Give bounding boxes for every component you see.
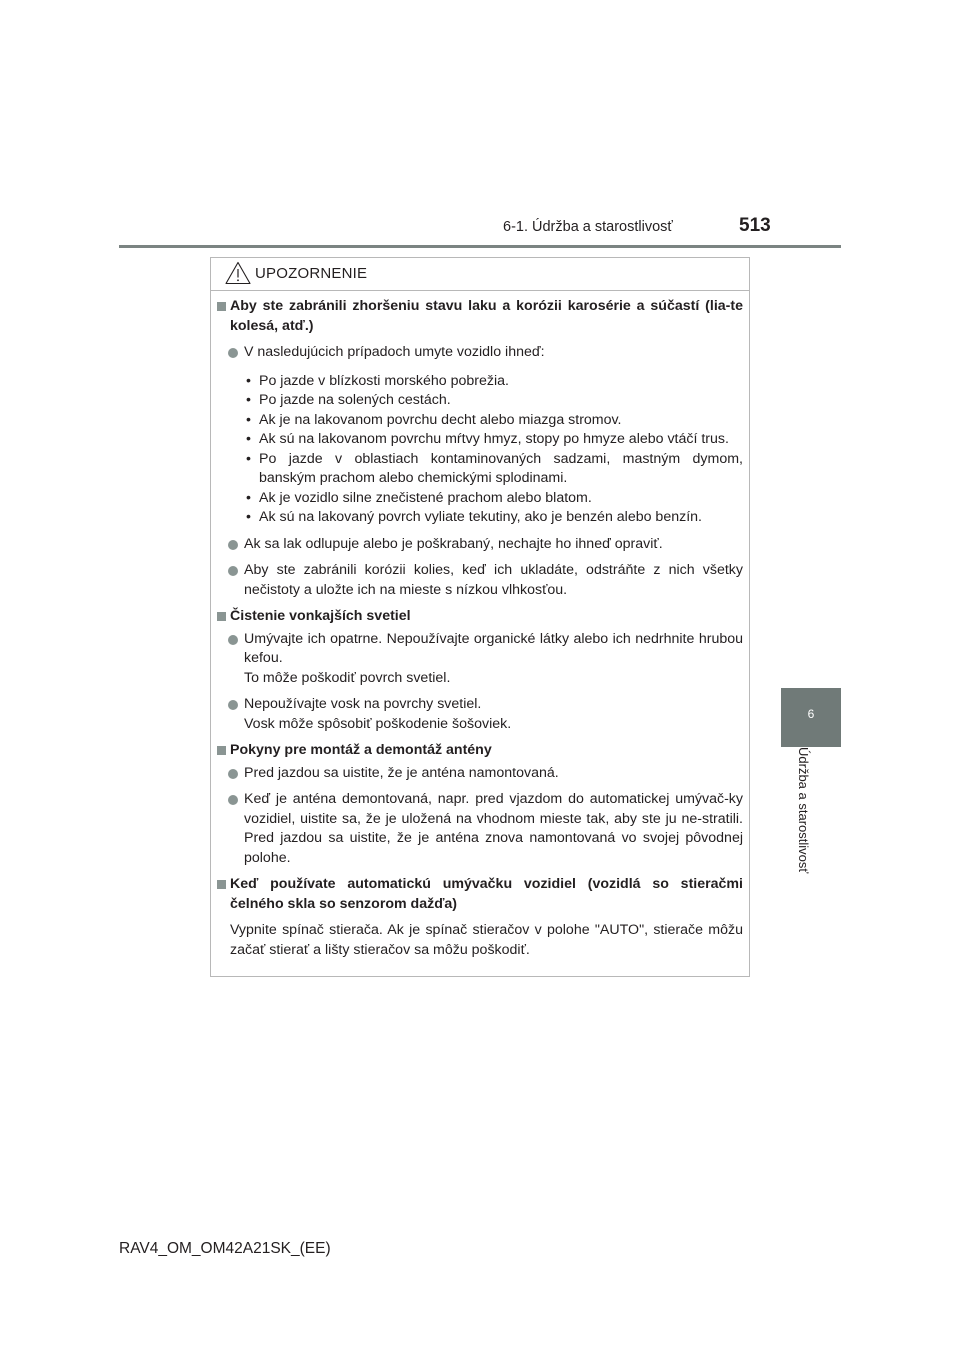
- bullet-dot-icon: [228, 795, 238, 805]
- section-heading-text: Pokyny pre montáž a demontáž antény: [230, 742, 492, 758]
- bullet-text: Ak sa lak odlupuje alebo je poškrabaný, nechajte ho ihneď opraviť.: [244, 535, 663, 552]
- heading-square-icon: [217, 302, 226, 311]
- section-paragraph: [217, 921, 743, 960]
- chapter-side-label: [796, 747, 818, 957]
- bullet-dot-icon: [228, 348, 238, 358]
- sub-list-item: [244, 489, 743, 509]
- bullet-text-continued: To môže poškodiť povrch svetiel.: [244, 669, 451, 686]
- caution-content: [217, 297, 743, 960]
- section-heading-text: Keď používate automatickú umývačku vozidiel (vozidlá so stieračmi čelného skla so senzorom dažďa): [230, 876, 743, 912]
- caution-title: UPOZORNENIE: [255, 265, 368, 282]
- list-item: [217, 343, 743, 363]
- bullet-text: Aby ste zabránili korózii kolies, keď ich ukladáte, odstráňte z nich všetky nečistoty a uložte ich na mieste s nízkou vlhkosťou.: [244, 562, 743, 598]
- chapter-tab-number: 6: [807, 707, 815, 721]
- list-item: [217, 790, 743, 868]
- bullet-dot-icon: [228, 566, 238, 576]
- bullet-text: Pred jazdou sa uistite, že je anténa namontovaná.: [244, 764, 559, 781]
- list-item: [217, 695, 743, 734]
- dash-mark: •: [246, 489, 251, 506]
- dash-mark: •: [246, 509, 251, 525]
- list-item: [217, 764, 743, 784]
- sub-item-text: Ak sú na lakovaný povrch vyliate tekutiny, ako je benzén alebo benzín.: [259, 509, 702, 525]
- caution-header: [211, 258, 749, 291]
- section-heading: [217, 875, 743, 914]
- warning-triangle-icon: [225, 261, 251, 285]
- bullet-text: V nasledujúcich prípadoch umyte vozidlo ihneď:: [244, 344, 545, 360]
- section-heading: [217, 741, 743, 761]
- sub-item-text: Po jazde na solených cestách.: [259, 392, 451, 408]
- heading-square-icon: [217, 880, 226, 889]
- sub-list-item: [244, 508, 743, 528]
- bullet-dot-icon: [228, 540, 238, 550]
- bullet-dot-icon: [228, 769, 238, 779]
- dash-mark: •: [246, 392, 251, 408]
- dash-mark: •: [246, 411, 251, 428]
- bullet-text: Nepoužívajte vosk na povrchy svetiel.: [244, 696, 482, 712]
- bullet-dot-icon: [228, 635, 238, 645]
- header-rule: [119, 245, 841, 248]
- section-heading: [217, 297, 743, 336]
- dash-mark: •: [246, 450, 251, 467]
- sub-list: [217, 372, 743, 528]
- sub-list-item: [244, 430, 743, 450]
- sub-list-item: [244, 411, 743, 431]
- caution-box: [210, 257, 750, 977]
- list-item: [217, 561, 743, 600]
- sub-item-text: Ak je vozidlo silne znečistené prachom alebo blatom.: [259, 489, 592, 506]
- chapter-side-label-text: Údržba a starostlivosť: [796, 747, 811, 874]
- bullet-text: Keď je anténa demontovaná, napr. pred vjazdom do automatickej umývač-ky vozidiel, uistite sa, že je uložená na vhodnom mieste tak, aby ste ju ne-stratili. Pred jazdou sa uistite, že je anténa znova namontovaná vo svojej pôvodnej polohe.: [244, 791, 743, 866]
- bullet-text-continued: Vosk môže spôsobiť poškodenie šošoviek.: [244, 715, 512, 732]
- page-number: 513: [739, 215, 771, 236]
- sub-list-item: [244, 450, 743, 489]
- sub-item-text: Ak sú na lakovanom povrchu mŕtvy hmyz, stopy po hmyze alebo vtáčí trus.: [259, 431, 729, 447]
- paragraph-text: Vypnite spínač stierača. Ak je spínač stieračov v polohe "AUTO", stierače môžu začať stierať a lišty stieračov sa môžu poškodiť.: [230, 922, 743, 958]
- dash-mark: •: [246, 431, 251, 447]
- sub-list-item: [244, 391, 743, 411]
- bullet-dot-icon: [228, 700, 238, 710]
- footer-document-code: RAV4_OM_OM42A21SK_(EE): [119, 1240, 331, 1257]
- sub-item-text: Po jazde v blízkosti morského pobrežia.: [259, 372, 509, 389]
- section-heading-text: Aby ste zabránili zhoršeniu stavu laku a korózii karosérie a súčastí (lia-te kolesá, atď.): [230, 298, 743, 334]
- sub-list-item: [244, 372, 743, 392]
- header-section-title: 6-1. Údržba a starostlivosť: [503, 219, 673, 235]
- list-item: [217, 630, 743, 689]
- section-heading-text: Čistenie vonkajších svetiel: [230, 608, 411, 624]
- sub-item-text: Ak je na lakovanom povrchu decht alebo miazga stromov.: [259, 411, 622, 428]
- section-heading: [217, 607, 743, 627]
- sub-item-text: Po jazde v oblastiach kontaminovaných sadzami, mastným dymom, banským prachom alebo chemickými splodinami.: [259, 450, 743, 486]
- heading-square-icon: [217, 746, 226, 755]
- dash-mark: •: [246, 372, 251, 389]
- bullet-text: Umývajte ich opatrne. Nepoužívajte organické látky alebo ich nedrhnite hrubou kefou.: [244, 630, 743, 666]
- list-item: [217, 535, 743, 555]
- heading-square-icon: [217, 612, 226, 621]
- chapter-tab[interactable]: [781, 688, 841, 747]
